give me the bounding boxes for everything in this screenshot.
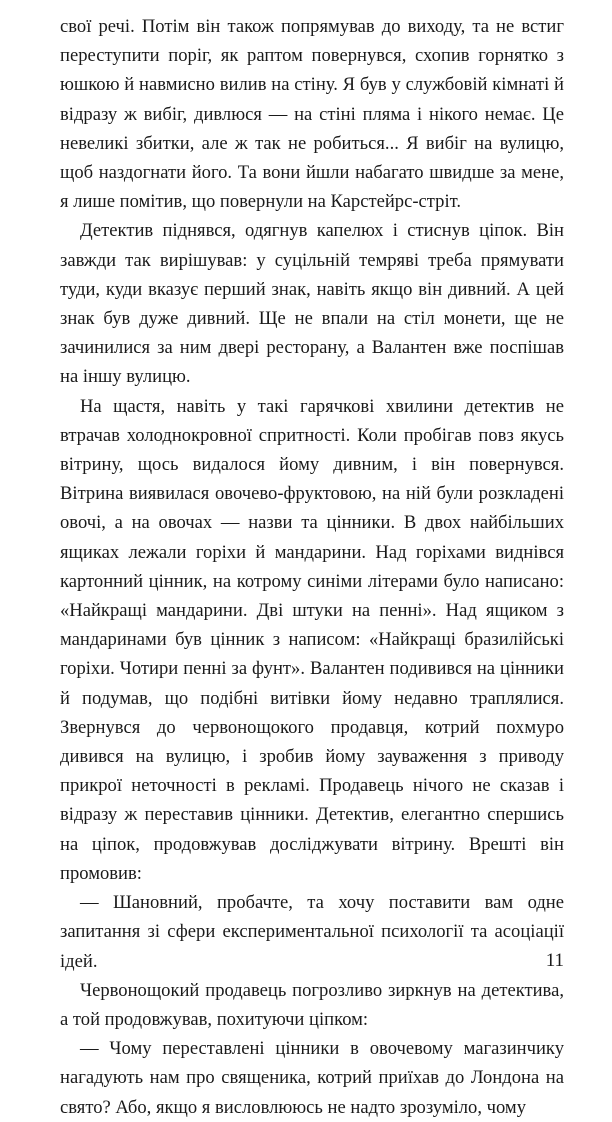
paragraph-6: — Чому переставлені цінники в овочевому магазинчику нагадують нам про священика, котрий приїхав до Лондона на свято? Або, якщо я висловлююсь не надто зрозуміло, чому — [60, 1038, 564, 1118]
paragraph-1: свої речі. Потім він також попрямував до виходу, та не встиг переступити поріг, як раптом повернувся, схопив горнятко з юшкою й навмисно вилив на стіну. Я був у службовій кімнаті й відразу ж вибіг, дивлюся — на стіні пляма і нікого немає. Це невеликі збитки, але ж так не робиться... Я вибіг на вулицю, щоб наздогнати його. Та вони йшли набагато швидше за мене, я лише помітив, що повернули на Карстейрс-стріт. — [60, 16, 564, 213]
paragraph-3: На щастя, навіть у такі гарячкові хвилини детектив не втрачав холоднокровної спритності. Коли пробігав повз якусь вітрину, щось видалося йому дивним, і він повернувся. Вітрина виявилася овочево-фруктовою, на ній були розкладені овочі, а на овочах — назви та цінники. В двох найбільших ящиках лежали горіхи й мандарини. Над горіхами виднівся картонний цінник, на котрому синіми літерами було написано: «Найкращі мандарини. Дві штуки на пенні». Над ящиком з мандаринами був цінник з написом: «Найкращі бразилійські горіхи. Чотири пенні за фунт». Валантен подивився на цінники й подумав, що подібні витівки йому недавно траплялися. Звернувся до червонощокого продавця, котрий похмуро дивився на вулицю, і зробив йому зауваження з приводу прикрої неточності в рекламі. Продавець нічого не сказав і відразу ж переставив цінники. Детектив, елегантно спершись на ціпок, продовжував досліджувати вітрину. Врешті він промовив: — [60, 395, 564, 884]
paragraph-4: — Шановний, пробачте, та хочу поставити вам одне запитання зі сфери експериментальної психології та асоціації ідей. — [60, 892, 564, 972]
book-page-text — [60, 12, 564, 1122]
paragraph-2: Детектив піднявся, одягнув капелюх і стиснув ціпок. Він завжди так вирішував: у суцільній темряві треба прямувати туди, куди вказує перший знак, навіть якщо він дивний. А цей знак був дуже дивний. Ще не впали на стіл монети, ще не зачинилися за ним двері ресторану, а Валантен вже поспішав на іншу вулицю. — [60, 220, 564, 388]
paragraph-5: Червонощокий продавець погрозливо зиркнув на детектива, а той продовжував, похитуючи ціпком: — [60, 979, 564, 1030]
page-number: 11 — [545, 950, 564, 971]
